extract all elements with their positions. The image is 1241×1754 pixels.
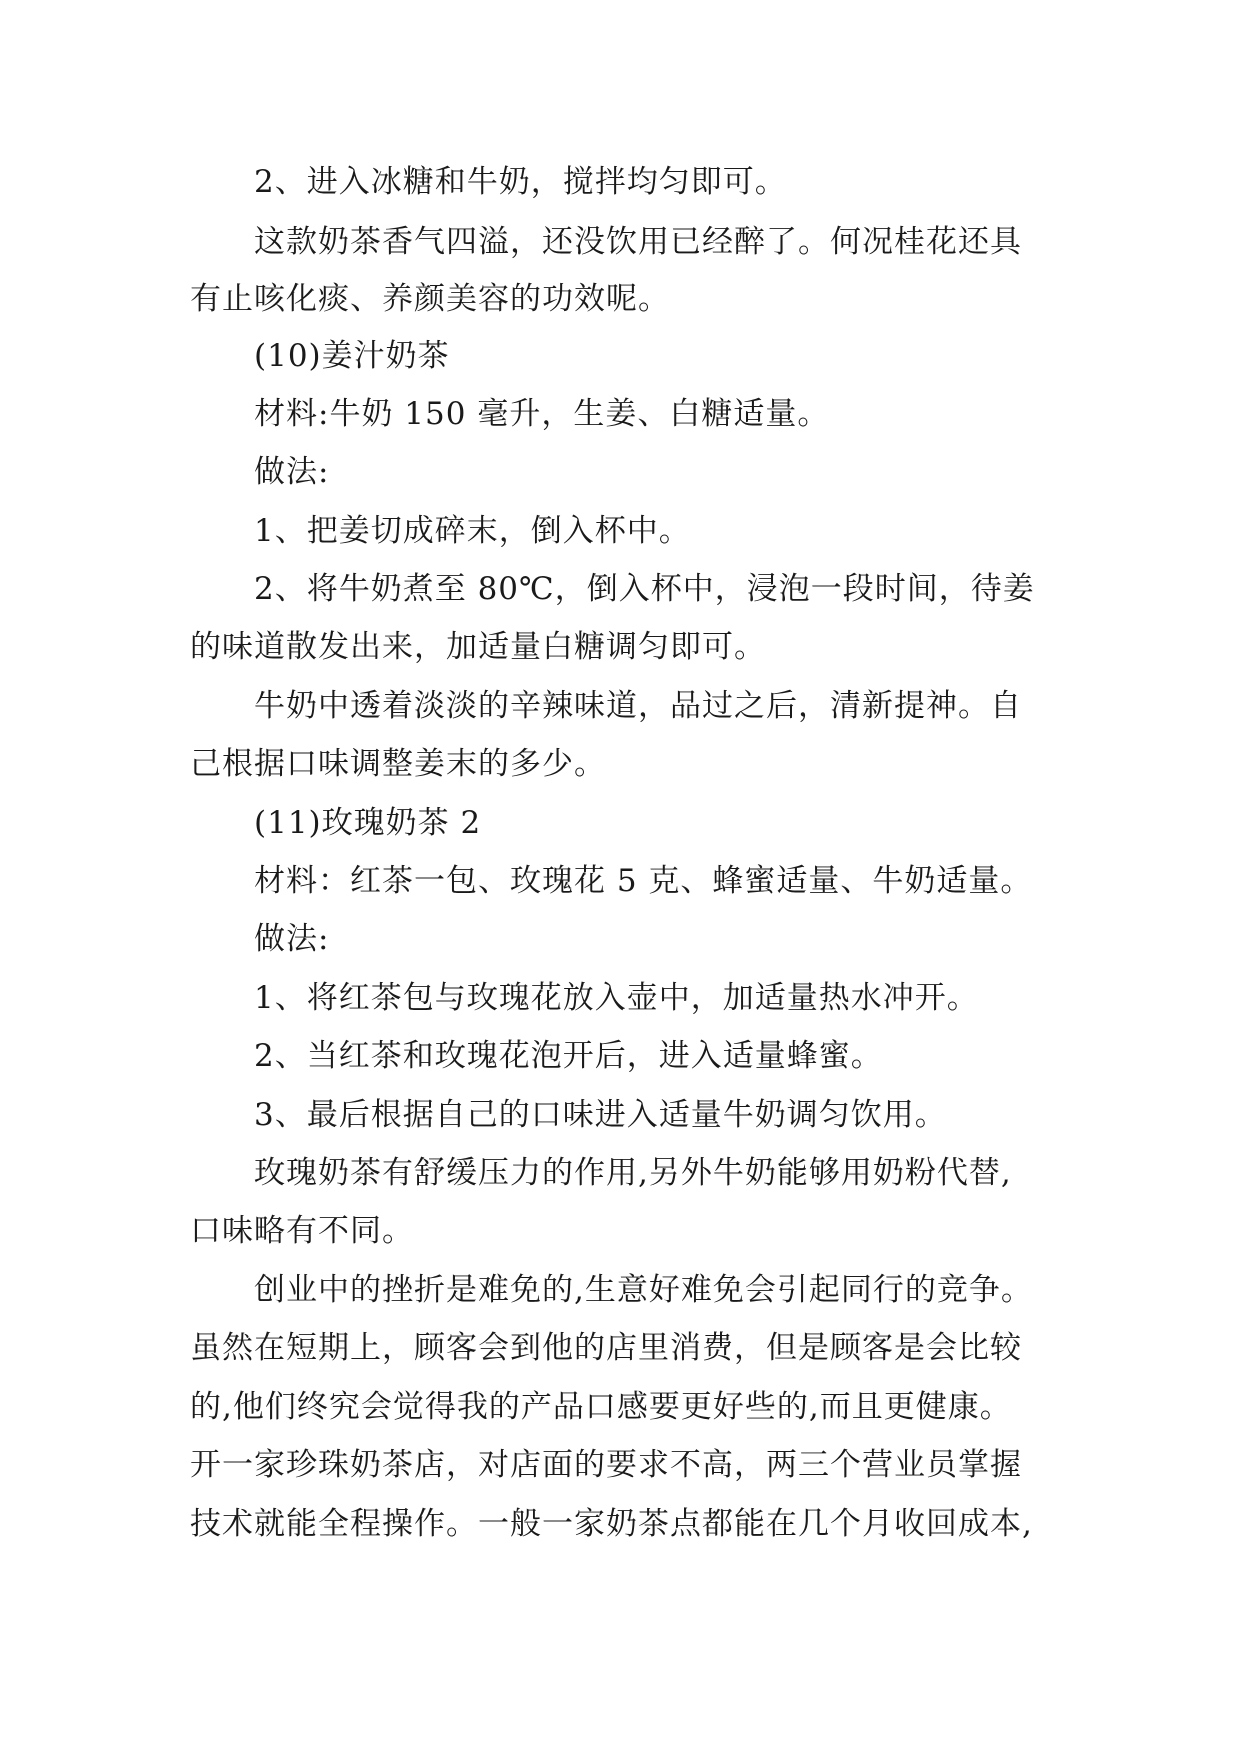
text-line: 做法:	[254, 454, 330, 490]
text-line: 1、把姜切成碎末，倒入杯中。	[254, 513, 691, 549]
text-line: 2、进入冰糖和牛奶，搅拌均匀即可。	[254, 164, 787, 200]
text-line: 材料：红茶一包、玫瑰花 5 克、蜂蜜适量、牛奶适量。	[254, 863, 1033, 899]
text-line: 口味略有不同。	[190, 1213, 414, 1249]
text-line: 做法:	[254, 921, 330, 957]
text-line: 有止咳化痰、养颜美容的功效呢。	[190, 281, 670, 317]
text-line: 2、将牛奶煮至 80℃，倒入杯中，浸泡一段时间，待姜	[254, 571, 1035, 607]
text-line: 己根据口味调整姜末的多少。	[190, 746, 606, 782]
text-line: 创业中的挫折是难免的,生意好难免会引起同行的竞争。	[254, 1272, 1033, 1308]
text-line: 这款奶茶香气四溢，还没饮用已经醉了。何况桂花还具	[254, 224, 1022, 260]
text-line: 材料:牛奶 150 毫升，生姜、白糖适量。	[254, 396, 830, 432]
text-line: 1、将红茶包与玫瑰花放入壶中，加适量热水冲开。	[254, 980, 979, 1016]
text-line: 的,他们终究会觉得我的产品口感要更好些的,而且更健康。	[190, 1389, 1012, 1425]
text-line: 2、当红茶和玫瑰花泡开后，进入适量蜂蜜。	[254, 1038, 883, 1074]
text-line: 3、最后根据自己的口味进入适量牛奶调匀饮用。	[254, 1097, 947, 1133]
text-line: 的味道散发出来，加适量白糖调匀即可。	[190, 629, 766, 665]
text-line: 技术就能全程操作。一般一家奶茶点都能在几个月收回成本,	[190, 1506, 1033, 1542]
section-heading: (10)姜汁奶茶	[254, 338, 450, 374]
text-line: 牛奶中透着淡淡的辛辣味道，品过之后，清新提神。自	[254, 688, 1022, 724]
text-line: 虽然在短期上，顾客会到他的店里消费，但是顾客是会比较	[190, 1330, 1022, 1366]
text-line: 玫瑰奶茶有舒缓压力的作用,另外牛奶能够用奶粉代替,	[254, 1155, 1012, 1191]
text-line: 开一家珍珠奶茶店，对店面的要求不高，两三个营业员掌握	[190, 1447, 1022, 1483]
section-heading: (11)玫瑰奶茶 2	[254, 805, 482, 841]
